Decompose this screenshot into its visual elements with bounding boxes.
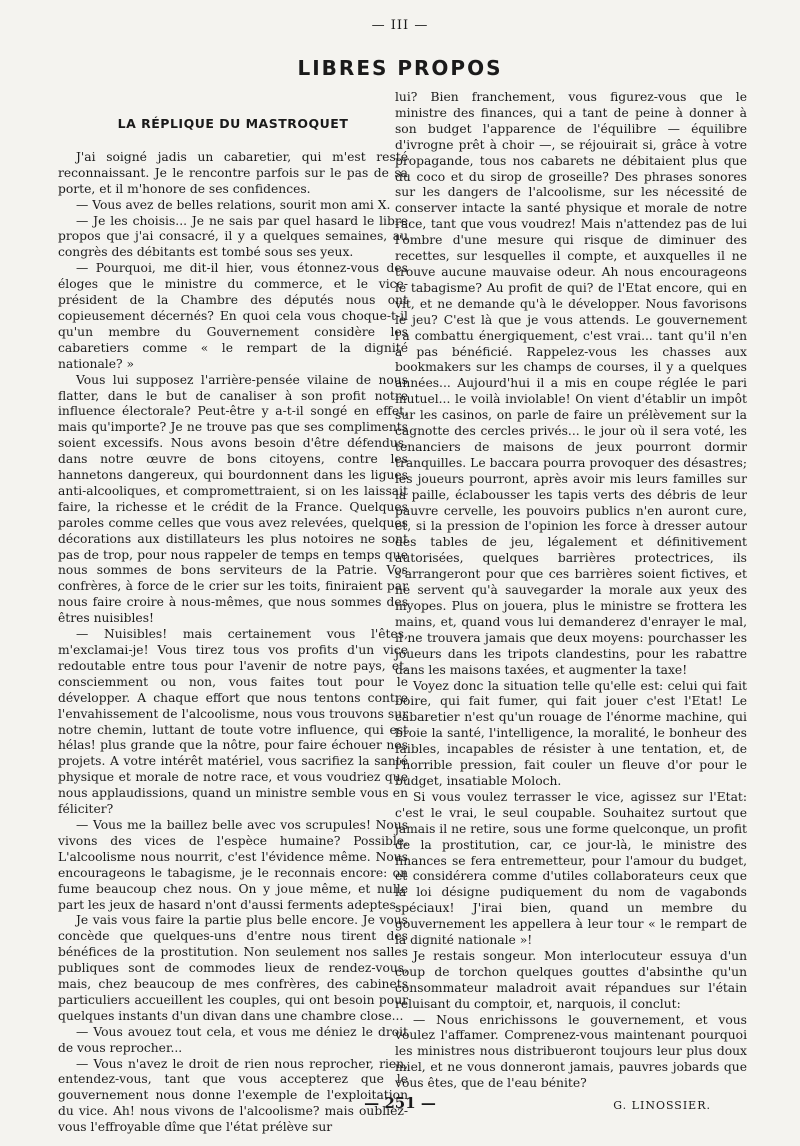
paragraph: Voyez donc la situation telle qu'elle est: celui qui fait boire, qui fait fumer, qui fait jouer c'est l'Etat! Le cabaretier n'est qu'un rouage de l'énorme machine, qui broie la santé, l'intelligence, la moralité, le bonheur des faibles, incapables de résister à une tentation, et, de l'horrible pression, fait couler un fleuve d'or pour le budget, insatiable Moloch. bbox=[395, 678, 747, 788]
paragraph: — Vous n'avez le droit de rien nous reprocher, rien, entendez-vous, tant que vous accepterez que le gouvernement nous donne l'exemple de l'exploitation du vice. Ah! nous vivons de l'alcoolisme? mais oubliez-vous l'effroyable dîme que l'état prélève sur bbox=[58, 1056, 408, 1135]
paragraph: — Vous avez de belles relations, sourit mon ami X. bbox=[76, 197, 391, 212]
right-column bbox=[395, 90, 747, 1114]
paragraph: Vous lui supposez l'arrière-pensée vilaine de nous flatter, dans le but de canaliser à son profit notre influence électorale? Peut-être y a-t-il songé en effet, mais qu'importe? Je ne trouve pas que ses compliments soient excessifs. Nous avons besoin d'être défendus, dans notre œuvre de bons citoyens, contre les hannetons dangereux, qui bourdonnent dans les ligues anti-alcooliques, et compromettraient, si on les laissait faire, la richesse et le crédit de la France. Quelques paroles comme celles que vous avez relevées, quelques décorations aux distillateurs les plus notoires ne sont pas de trop, pour nous rappeler de temps en temps que nous sommes de bons serviteurs de la Patrie. Vos confrères, à force de le crier sur les toits, finiraient par nous faire croire à nous-mêmes, que nous sommes des êtres nuisibles! bbox=[58, 372, 408, 626]
paragraph: — Vous me la baillez belle avec vos scrupules! Nous vivons des vices de l'espèce humaine? Possible. L'alcoolisme nous nourrit, c'est l'évidence même. Nous encourageons le tabagisme, je le reconnais encore: on fume beaucoup chez nous. On y joue même, et nulle part les jeux de hasard n'ont d'aussi ferments adeptes. bbox=[58, 817, 408, 912]
paragraph: Je vais vous faire la partie plus belle encore. Je vous concède que quelques-uns d'entre nous tirent des bénéfices de la prostitution. Non seulement nos salles publiques sont de commodes lieux de rendez-vous, mais, chez beaucoup de mes confrères, des cabinets particuliers accueillent les couples, qui ont besoin pour quelques instants d'un divan dans une chambre close... bbox=[58, 913, 408, 1023]
section-title: LIBRES PROPOS bbox=[297, 56, 503, 80]
page-header-number: — III — bbox=[371, 18, 429, 33]
paragraph: lui? Bien franchement, vous figurez-vous que le ministre des finances, qui a tant de peine à donner à son budget l'apparence de l'équilibre — équilibre d'ivrogne prêt à choir —, se réjouirait si, grâce à votre propagande, tous nos cabarets ne débitaient plus que du coco et du sirop de groseille? Des phrases sonores sur les dangers de l'alcoolisme, sur les nécessité de conserver intacte la santé physique et morale de notre race, tant que vous voudrez! Mais n'attendez pas de lui l'ombre d'une mesure qui risque de diminuer des recettes, sur lesquelles il compte, et auxquelles il ne trouve aucune mauvaise odeur. Ah nous encourageons le tabagisme? Au profit de qui? de l'Etat encore, qui en vit, et ne demande qu'à le développer. Nous favorisons le jeu? C'est là que je vous attends. Le gouvernement l'a combattu énergiquement, c'est vrai... tant qu'il n'en a pas bénéficié. Rappelez-vous les chasses aux bookmakers sur les champs de courses, il y a quelques années... Aujourd'hui il a mis en coupe réglée le pari mutuel... le voilà inviolable! On vient d'établir un impôt sur les casinos, on parle de faire un prélèvement sur la cagnotte des cercles privés... le jour où il sera voté, les tenanciers de maisons de jeux pourront dormir tranquilles. Le baccara pourra provoquer des désastres; les joueurs pourront, après avoir mis leurs familles sur la paille, éclabousser les tapis verts des débris de leur pauvre cervelle, les pouvoirs publics n'en auront cure, et, si la pression de l'opinion les force à dresser autour des tables de jeu, légalement et définitivement autorisées, quelques barrières protectrices, ils s'arrangeront pour que ces barrières soient fictives, et ne servent qu'à sauvegarder la morale aux yeux des myopes. Plus on jouera, plus le ministre se frottera les mains, et, quand vous lui demanderez d'enrayer le mal, il ne trouvera jamais que deux moyens: pourchasser les joueurs dans les tripots clandestins, pour les rabattre dans les maisons taxées, et augmenter la taxe! bbox=[395, 90, 747, 677]
left-column-text bbox=[58, 150, 408, 1136]
right-column-text bbox=[395, 90, 747, 1092]
paragraph: — Nous enrichissons le gouvernement, et vous voulez l'affamer. Comprenez-vous maintenant pourquoi les ministres nous distribueront toujours leur plus doux miel, et ne vous donneront jamais, pauvres jobards que vous êtes, que de l'eau bénite? bbox=[395, 1012, 747, 1091]
paragraph: J'ai soigné jadis un cabaretier, qui m'est resté reconnaissant. Je le rencontre parfois sur le pas de sa porte, et il m'honore de ses confidences. bbox=[58, 149, 408, 196]
paragraph: Si vous voulez terrasser le vice, agissez sur l'Etat: c'est le vrai, le seul coupable. Souhaitez surtout que jamais il ne retire, sous une forme quelconque, un profit de la prostitution, car, ce jour-là, le ministre des finances se fera entremetteur, pour l'amour du budget, et considérera comme d'utiles collaborateurs ceux que la loi désigne pudiquement du nom de vagabonds spéciaux! J'irai bien, quand un membre du gouvernement les appellera à leur tour « le rempart de la dignité nationale »! bbox=[395, 789, 747, 948]
article-heading: LA RÉPLIQUE DU MASTROQUET bbox=[117, 116, 349, 131]
paragraph: Je restais songeur. Mon interlocuteur essuya d'un coup de torchon quelques gouttes d'absinthe qu'un consommateur maladroit avait répandues sur l'étain reluisant du comptoir, et, narquois, il conclut: bbox=[395, 948, 747, 1011]
left-column bbox=[58, 116, 408, 1136]
paragraph: — Nuisibles! mais certainement vous l'êtes, m'exclamai-je! Vous tirez tous vos profits d'un vice redoutable entre tous pour l'avenir de notre pays, et, consciemment ou non, vous faites tout pour le développer. A chaque effort que nous tentons contre l'envahissement de l'alcoolisme, nous vous trouvons sur notre chemin, luttant de toute votre influence, qui est hélas! plus grande que la nôtre, pour faire échouer nos projets. A votre intérêt matériel, vous sacrifiez la santé physique et morale de notre race, et vous voudriez que nous applaudissions, quand un ministre semble vous en féliciter? bbox=[58, 627, 408, 817]
page-footer-number: — 251 — bbox=[364, 1094, 436, 1112]
paragraph: — Vous avouez tout cela, et vous me déniez le droit de vous reprocher... bbox=[58, 1024, 408, 1055]
paragraph: — Pourquoi, me dit-il hier, vous étonnez-vous des éloges que le ministre du commerce, et le vice-président de la Chambre des députés nous ont copieusement décernés? En quoi cela vous choque-t-il qu'un membre du Gouvernement considère les cabaretiers comme « le rempart de la dignité nationale? » bbox=[58, 261, 408, 371]
author-signature: G. LINOSSIER. bbox=[613, 1099, 711, 1113]
paragraph: — Je les choisis... Je ne sais par quel hasard le libre propos que j'ai consacré, il y a quelques semaines, au congrès des débitants est tombé sous ses yeux. bbox=[58, 213, 408, 260]
